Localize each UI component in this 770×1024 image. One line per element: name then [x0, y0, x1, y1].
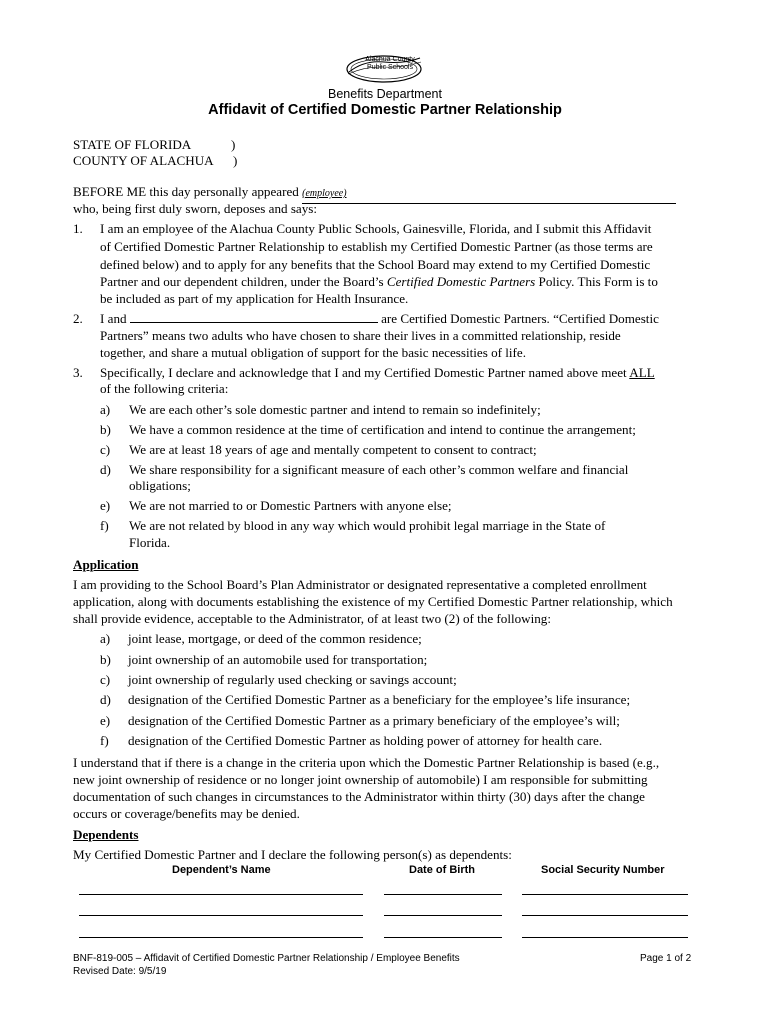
criteria-c: We are at least 18 years of age and mentally competent to consent to contract;	[129, 442, 537, 457]
dependents-intro: My Certified Domestic Partner and I declare the following person(s) as dependents:	[73, 847, 512, 862]
evidence-d: designation of the Certified Domestic Partner as a beneficiary for the employee’s life insurance;	[128, 692, 631, 707]
criteria-letter-e: e)	[100, 498, 111, 513]
evidence-f: designation of the Certified Domestic Partner as holding power of attorney for health care.	[128, 733, 603, 748]
employee-hint: (employee)	[302, 188, 347, 199]
form-title: Affidavit of Certified Domestic Partner Relationship	[208, 102, 562, 118]
criteria-letter-f: f)	[100, 518, 109, 533]
item-1-line-4	[100, 273, 658, 291]
item-1-line-4a: Partner and our dependent children, under the Board’s	[100, 274, 387, 289]
application-line-3: shall provide evidence, acceptable to the Administrator, of at least two (2) of the following:	[73, 611, 551, 626]
item-1-line-2: of Certified Domestic Partner Relationship to establish my Certified Domestic Partner (as those terms are	[100, 239, 653, 254]
item-number-3: 3.	[73, 365, 83, 380]
change-notice-line-2: new joint ownership of residence or no longer joint ownership of automobile) I am responsible for submitting	[73, 772, 648, 787]
evidence-a: joint lease, mortgage, or deed of the common residence;	[128, 631, 422, 646]
criteria-e: We are not married to or Domestic Partners with anyone else;	[129, 498, 452, 513]
dependent-name-field-3[interactable]	[79, 937, 363, 938]
policy-name: Certified Domestic Partners	[386, 274, 536, 289]
partner-name-field[interactable]	[130, 310, 378, 323]
venue-state: STATE OF FLORIDA	[73, 137, 192, 152]
criteria-letter-c: c)	[100, 442, 111, 457]
criteria-letter-b: b)	[100, 422, 111, 437]
evidence-letter-d: d)	[100, 692, 111, 707]
application-line-1: I am providing to the School Board’s Plan Administrator or designated representative a completed enrollment	[73, 577, 647, 592]
before-me-text: BEFORE ME this day personally appeared	[73, 184, 299, 199]
department-name: Benefits Department	[328, 87, 442, 101]
evidence-b: joint ownership of an automobile used for transportation;	[128, 652, 428, 667]
dependent-ssn-field-3[interactable]	[522, 937, 688, 938]
dependent-ssn-field-2[interactable]	[522, 915, 688, 916]
item-1-line-5: be included as part of my application for Health Insurance.	[100, 291, 409, 306]
footer-revised-date: Revised Date: 9/5/19	[73, 966, 167, 977]
dependent-dob-field-1[interactable]	[384, 894, 502, 895]
evidence-letter-c: c)	[100, 672, 111, 687]
item-number-1: 1.	[73, 221, 83, 236]
item-2-line-1b: are Certified Domestic Partners. “Certified Domestic	[381, 311, 659, 326]
evidence-e: designation of the Certified Domestic Partner as a primary beneficiary of the employee’s will;	[128, 713, 620, 728]
change-notice-line-4: occurs or coverage/benefits may be denied.	[73, 806, 300, 821]
item-2-line-2: Partners” means two adults who have chosen to share their lives in a committed relationship, reside	[100, 328, 621, 343]
employee-name-field[interactable]	[302, 185, 676, 204]
school-logo	[344, 52, 424, 86]
column-ssn: Social Security Number	[541, 864, 665, 876]
dependent-name-field-1[interactable]	[79, 894, 363, 895]
dependents-heading: Dependents	[73, 827, 139, 842]
item-number-2: 2.	[73, 311, 83, 326]
venue-county: COUNTY OF ALACHUA	[73, 153, 214, 168]
criteria-letter-d: d)	[100, 462, 111, 477]
logo-line-1: Alachua County	[365, 56, 415, 63]
dependent-name-field-2[interactable]	[79, 915, 363, 916]
change-notice-line-1: I understand that if there is a change in the criteria upon which the Domestic Partner Relationship is based (e.g.,	[73, 755, 660, 770]
application-heading: Application	[73, 557, 139, 572]
venue-paren-2: )	[233, 153, 238, 168]
criteria-letter-a: a)	[100, 402, 111, 417]
footer-form-id: BNF-819-005 – Affidavit of Certified Domestic Partner Relationship / Employee Benefits	[73, 953, 460, 964]
evidence-letter-a: a)	[100, 631, 111, 646]
item-2-i-and: I and	[100, 311, 127, 326]
evidence-c: joint ownership of regularly used checking or savings account;	[128, 672, 457, 687]
sworn-text: who, being first duly sworn, deposes and says:	[73, 201, 318, 216]
column-dependent-name: Dependent’s Name	[172, 864, 271, 876]
dependent-dob-field-3[interactable]	[384, 937, 502, 938]
evidence-letter-e: e)	[100, 713, 111, 728]
footer-page-number: Page 1 of 2	[640, 953, 692, 964]
venue-paren-1: )	[231, 137, 236, 152]
criteria-f-cont: Florida.	[129, 535, 171, 550]
dependent-dob-field-2[interactable]	[384, 915, 502, 916]
item-2-line-3: together, and share a mutual obligation of support for the basic necessities of life.	[100, 345, 526, 360]
criteria-f: We are not related by blood in any way which would prohibit legal marriage in the State of	[129, 518, 606, 533]
logo-line-2: Public Schools	[367, 64, 413, 71]
criteria-a: We are each other’s sole domestic partner and intend to remain so indefinitely;	[129, 402, 541, 417]
all-emphasis: ALL	[629, 365, 655, 380]
criteria-d: We share responsibility for a significant measure of each other’s common welfare and financial	[129, 462, 629, 477]
item-1-line-1: I am an employee of the Alachua County Public Schools, Gainesville, Florida, and I submit this Affidavit	[100, 221, 652, 236]
evidence-letter-b: b)	[100, 652, 111, 667]
application-line-2: application, along with documents establishing the existence of my Certified Domestic Partner relationship, which	[73, 594, 673, 609]
column-date-of-birth: Date of Birth	[409, 864, 475, 876]
dependent-ssn-field-1[interactable]	[522, 894, 688, 895]
item-3-line-2: of the following criteria:	[100, 381, 229, 396]
item-2-line-1	[100, 310, 659, 328]
item-1-line-4b: Policy. This Form is to	[535, 274, 658, 289]
change-notice-line-3: documentation of such changes in circumstances to the Administrator within thirty (30) days after the change	[73, 789, 645, 804]
item-3-line-1a: Specifically, I declare and acknowledge that I and my Certified Domestic Partner named above meet	[100, 365, 630, 380]
criteria-d-cont: obligations;	[129, 478, 191, 493]
item-1-line-3: defined below) and to apply for any benefits that the School Board may extend to my Certified Domestic	[100, 257, 651, 272]
evidence-letter-f: f)	[100, 733, 109, 748]
criteria-b: We have a common residence at the time of certification and intend to continue the arrangement;	[129, 422, 636, 437]
